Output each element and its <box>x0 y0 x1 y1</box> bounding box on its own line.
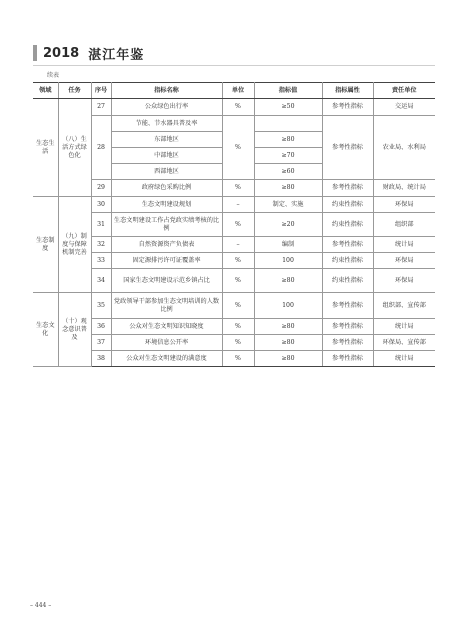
column-header: 指标名称 <box>111 83 222 99</box>
indicator-subname: 西部地区 <box>111 164 222 180</box>
unit-cell: – <box>222 237 254 253</box>
attribute-cell: 参考性指标 <box>322 335 373 351</box>
header-accent-bar <box>33 45 37 61</box>
domain-cell: 生态制度 <box>33 197 58 293</box>
row-number: 37 <box>91 335 111 351</box>
value-cell: ≥50 <box>254 99 322 116</box>
column-header: 责任单位 <box>373 83 435 99</box>
table-row <box>33 253 435 269</box>
indicator-name: 固定源排污许可证覆盖率 <box>111 253 222 269</box>
value-cell: ≥80 <box>254 335 322 351</box>
indicator-name: 公众对生态文明建设的满意度 <box>111 351 222 367</box>
table-row <box>33 99 435 116</box>
domain-cell: 生态生活 <box>33 99 58 197</box>
dept-cell: 统计局 <box>373 351 435 367</box>
table-row <box>33 319 435 335</box>
table-row <box>33 351 435 367</box>
unit-cell: – <box>222 197 254 213</box>
value-cell: 100 <box>254 253 322 269</box>
column-header: 领域 <box>33 83 58 99</box>
attribute-cell: 参考性指标 <box>322 237 373 253</box>
table-header-row <box>33 83 435 99</box>
unit-cell: % <box>222 269 254 293</box>
indicator-name: 生态文明建设规划 <box>111 197 222 213</box>
dept-cell: 组织部 <box>373 213 435 237</box>
value-cell: ≥60 <box>254 164 322 180</box>
row-number: 35 <box>91 293 111 319</box>
row-number: 28 <box>91 116 111 180</box>
unit-cell: % <box>222 180 254 197</box>
table-row <box>33 180 435 197</box>
value-cell <box>254 116 322 132</box>
table-row <box>33 269 435 293</box>
unit-cell: % <box>222 319 254 335</box>
row-number: 30 <box>91 197 111 213</box>
dept-cell: 农业局、水利局 <box>373 116 435 180</box>
attribute-cell: 参考性指标 <box>322 319 373 335</box>
column-header: 单位 <box>222 83 254 99</box>
unit-cell: % <box>222 116 254 180</box>
header-book-title: 湛江年鉴 <box>88 47 145 63</box>
indicator-name: 公众对生态文明知识知晓度 <box>111 319 222 335</box>
indicator-subname: 中部地区 <box>111 148 222 164</box>
row-number: 33 <box>91 253 111 269</box>
column-header: 指标值 <box>254 83 322 99</box>
attribute-cell: 参考性指标 <box>322 180 373 197</box>
continued-label: 续表 <box>47 72 60 79</box>
unit-cell: % <box>222 335 254 351</box>
unit-cell: % <box>222 293 254 319</box>
dept-cell: 环保局、宣传部 <box>373 335 435 351</box>
value-cell: ≥80 <box>254 351 322 367</box>
attribute-cell: 约束性指标 <box>322 269 373 293</box>
value-cell: 制定、实施 <box>254 197 322 213</box>
table-row <box>33 293 435 319</box>
value-cell: ≥80 <box>254 180 322 197</box>
indicator-table <box>33 82 435 367</box>
table-row <box>33 237 435 253</box>
table-row <box>33 116 435 132</box>
dept-cell: 财政局、统计局 <box>373 180 435 197</box>
attribute-cell: 约束性指标 <box>322 197 373 213</box>
value-cell: 100 <box>254 293 322 319</box>
attribute-cell: 约束性指标 <box>322 253 373 269</box>
indicator-subname: 东部地区 <box>111 132 222 148</box>
column-header: 任务 <box>58 83 91 99</box>
attribute-cell: 参考性指标 <box>322 116 373 180</box>
value-cell: ≥20 <box>254 213 322 237</box>
task-cell: （九）制度与保障机制完善 <box>58 197 91 293</box>
row-number: 34 <box>91 269 111 293</box>
attribute-cell: 参考性指标 <box>322 99 373 116</box>
indicator-name: 环境信息公开率 <box>111 335 222 351</box>
page-number: – 444 – <box>30 602 52 609</box>
indicator-name: 政府绿色采购比例 <box>111 180 222 197</box>
indicator-name: 节能、节水器具普及率 <box>111 116 222 132</box>
value-cell: ≥80 <box>254 132 322 148</box>
unit-cell: % <box>222 253 254 269</box>
value-cell: ≥80 <box>254 319 322 335</box>
table-row <box>33 197 435 213</box>
indicator-name: 党政领导干部参加生态文明培训的人数比例 <box>111 293 222 319</box>
header-rule <box>33 65 435 66</box>
header-year: 2018 <box>43 45 80 61</box>
row-number: 31 <box>91 213 111 237</box>
attribute-cell: 约束性指标 <box>322 213 373 237</box>
task-cell: （十）观念意识普及 <box>58 293 91 367</box>
yearbook-header <box>33 43 144 63</box>
domain-cell: 生态文化 <box>33 293 58 367</box>
unit-cell: % <box>222 99 254 116</box>
dept-cell: 统计局 <box>373 319 435 335</box>
attribute-cell: 参考性指标 <box>322 351 373 367</box>
row-number: 29 <box>91 180 111 197</box>
dept-cell: 环保局 <box>373 197 435 213</box>
column-header: 序号 <box>91 83 111 99</box>
attribute-cell: 参考性指标 <box>322 293 373 319</box>
indicator-name: 自然资源资产负债表 <box>111 237 222 253</box>
unit-cell: % <box>222 351 254 367</box>
row-number: 36 <box>91 319 111 335</box>
indicator-name: 公众绿色出行率 <box>111 99 222 116</box>
row-number: 38 <box>91 351 111 367</box>
row-number: 27 <box>91 99 111 116</box>
indicator-name: 生态文明建设工作占党政实绩考核的比例 <box>111 213 222 237</box>
dept-cell: 统计局 <box>373 237 435 253</box>
dept-cell: 环保局 <box>373 253 435 269</box>
indicator-name: 国家生态文明建设示范乡镇占比 <box>111 269 222 293</box>
unit-cell: % <box>222 213 254 237</box>
row-number: 32 <box>91 237 111 253</box>
table-row <box>33 213 435 237</box>
dept-cell: 交运局 <box>373 99 435 116</box>
task-cell: （八）生活方式绿色化 <box>58 99 91 197</box>
value-cell: 编制 <box>254 237 322 253</box>
value-cell: ≥80 <box>254 269 322 293</box>
column-header: 指标属性 <box>322 83 373 99</box>
value-cell: ≥70 <box>254 148 322 164</box>
dept-cell: 环保局 <box>373 269 435 293</box>
table-row <box>33 335 435 351</box>
dept-cell: 组织部、宣传部 <box>373 293 435 319</box>
